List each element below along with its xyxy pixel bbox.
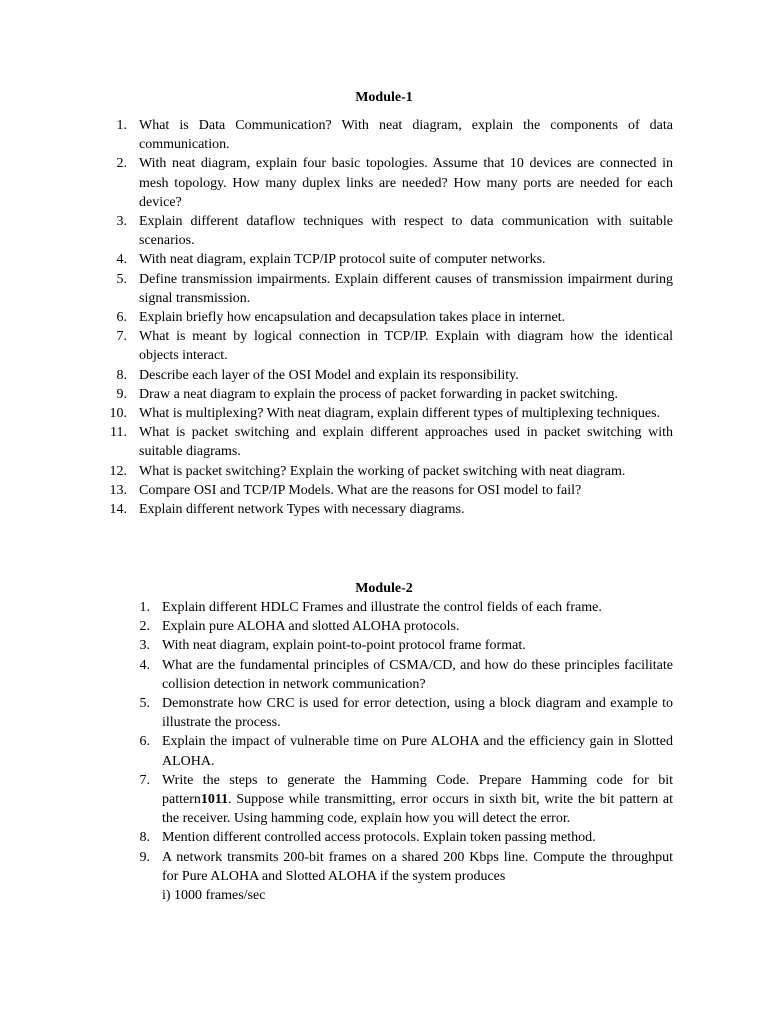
question-text: What is meant by logical connection in TCP/IP. Explain with diagram how the identical objects interact. xyxy=(139,329,673,364)
question-text: What is packet switching and explain different approaches used in packet switching with suitable diagrams. xyxy=(139,425,673,460)
question-text: A network transmits 200-bit frames on a shared 200 Kbps line. Compute the throughput for Pure ALOHA and Slotted ALOHA if the system produces xyxy=(162,849,673,884)
item-number: 2. xyxy=(116,156,127,172)
question-text: Explain different dataflow techniques with respect to data communication with suitable scenarios. xyxy=(139,214,673,249)
list-item xyxy=(0,694,673,732)
question-text: With neat diagram, explain TCP/IP protocol suite of computer networks. xyxy=(139,252,546,268)
question-text: What is multiplexing? With neat diagram, explain different types of multiplexing techniques. xyxy=(139,406,661,422)
list-item xyxy=(0,481,673,500)
list-item xyxy=(0,327,673,365)
module-1-title: Module-1 xyxy=(355,90,413,105)
module-1-question-list xyxy=(0,116,673,519)
question-text: Compare OSI and TCP/IP Models. What are the reasons for OSI model to fail? xyxy=(139,482,582,498)
list-item xyxy=(0,308,673,327)
list-item xyxy=(0,636,673,655)
question-text: With neat diagram, explain point-to-point protocol frame format. xyxy=(162,638,526,654)
item-number: 9. xyxy=(116,386,127,402)
question-text: With neat diagram, explain four basic topologies. Assume that 10 devices are connected in mesh topology. How many duplex links are needed? How many ports are needed for each device? xyxy=(139,156,673,210)
question-text: What is Data Communication? With neat diagram, explain the components of data communication. xyxy=(139,118,673,153)
list-item xyxy=(0,617,673,636)
item-number: 1. xyxy=(139,600,150,615)
question-text: What are the fundamental principles of CSMA/CD, and how do these principles facilitate collision detection in network communication? xyxy=(162,657,673,692)
list-item xyxy=(0,404,673,423)
list-item xyxy=(0,732,673,770)
list-item xyxy=(0,250,673,269)
item-number: 13. xyxy=(109,482,127,498)
list-item xyxy=(0,423,673,461)
list-item xyxy=(0,828,673,847)
item-number: 8. xyxy=(139,830,150,846)
item-number: 3. xyxy=(139,638,150,654)
item-number: 6. xyxy=(139,734,150,750)
item-number: 14. xyxy=(109,502,127,518)
item-number: 7. xyxy=(116,329,127,345)
list-item xyxy=(0,598,673,617)
item-number: 11. xyxy=(110,425,127,441)
list-item xyxy=(0,462,673,481)
list-item xyxy=(0,656,673,694)
question-text-end: . Suppose while transmitting, error occurs in sixth bit, write the bit pattern at the receiver. Using hamming code, explain how you will detect the error. xyxy=(162,792,673,827)
item-number: 3. xyxy=(116,214,127,230)
sub-question: i) 1000 frames/sec xyxy=(162,888,266,904)
item-number: 12. xyxy=(109,463,127,479)
item-number: 1. xyxy=(116,118,127,133)
item-number: 8. xyxy=(116,367,127,383)
question-text: Define transmission impairments. Explain different causes of transmission impairment during signal transmission. xyxy=(139,271,673,306)
list-item xyxy=(0,385,673,404)
question-text: Explain pure ALOHA and slotted ALOHA protocols. xyxy=(162,619,460,635)
question-text: Explain the impact of vulnerable time on Pure ALOHA and the efficiency gain in Slotted ALOHA. xyxy=(162,734,673,769)
question-text-start: Write the steps to generate the Hamming Code. Prepare Hamming code for bit pattern xyxy=(162,772,673,808)
question-text: Explain briefly how encapsulation and decapsulation takes place in internet. xyxy=(139,310,566,326)
item-number: 6. xyxy=(116,310,127,326)
bit-pattern: 1011 xyxy=(200,792,229,808)
list-item xyxy=(0,154,673,212)
module-2-title: Module-2 xyxy=(355,581,413,596)
question-text: What is packet switching? Explain the working of packet switching with neat diagram. xyxy=(139,463,626,479)
question-text: Explain different network Types with necessary diagrams. xyxy=(139,502,465,518)
item-number: 4. xyxy=(139,657,150,673)
question-text: Draw a neat diagram to explain the process of packet forwarding in packet switching. xyxy=(139,386,618,402)
question-text: Mention different controlled access protocols. Explain token passing method. xyxy=(162,830,596,846)
item-number: 9. xyxy=(139,849,150,865)
question-text: Describe each layer of the OSI Model and explain its responsibility. xyxy=(139,367,519,383)
question-text: Demonstrate how CRC is used for error detection, using a block diagram and example to illustrate the process. xyxy=(162,696,673,731)
question-text: Explain different HDLC Frames and illustrate the control fields of each frame. xyxy=(162,600,602,615)
item-number: 5. xyxy=(139,696,150,712)
item-number: 10. xyxy=(109,406,127,422)
item-number: 5. xyxy=(116,271,127,287)
list-item xyxy=(0,212,673,250)
list-item xyxy=(0,116,673,154)
list-item xyxy=(0,771,673,829)
item-number: 2. xyxy=(139,619,150,635)
list-item xyxy=(0,270,673,308)
item-number: 4. xyxy=(116,252,127,268)
list-item xyxy=(0,500,673,519)
list-item xyxy=(0,848,673,906)
module-2-question-list xyxy=(0,598,673,905)
item-number: 7. xyxy=(139,772,150,788)
list-item xyxy=(0,366,673,385)
